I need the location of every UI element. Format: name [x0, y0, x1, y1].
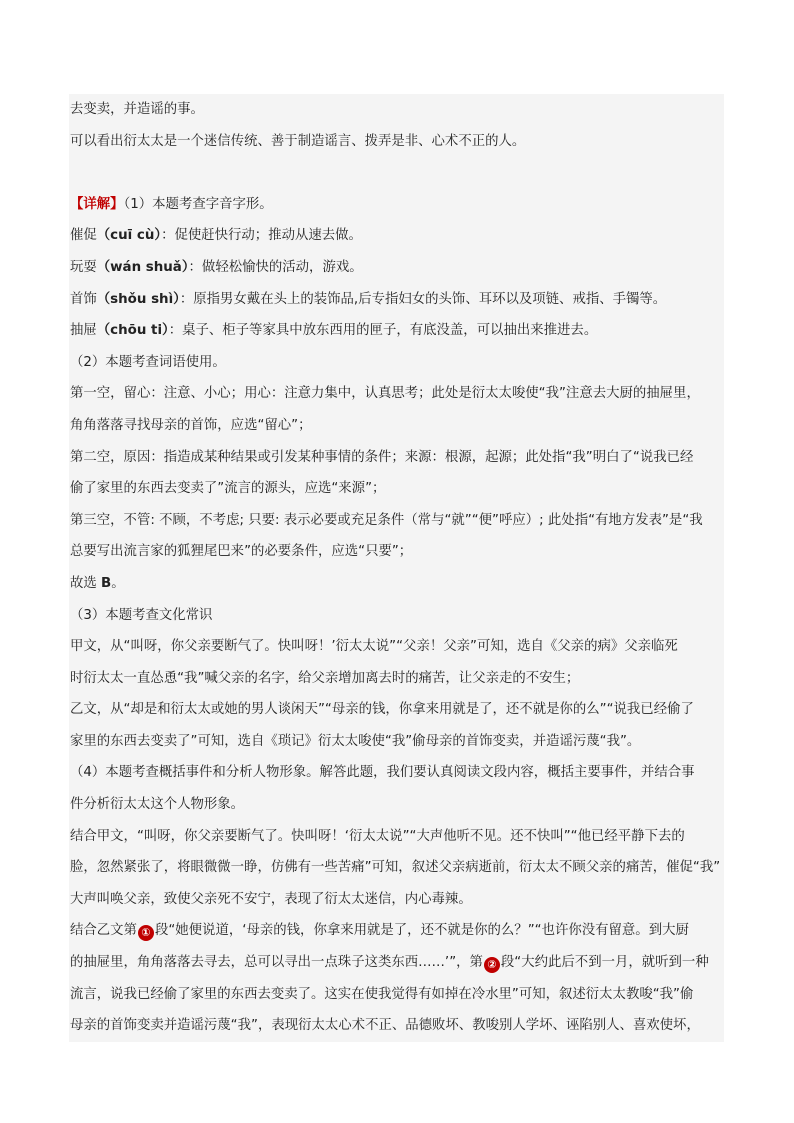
text-line: （2）本题考查词语使用。 [70, 354, 226, 370]
text-line: 甲文，从“叫呀，你父亲要断气了。快叫呀！’衍太太说”“父亲！父亲”可知，选自《父亲的病》父亲临死 [70, 639, 678, 655]
text-line: 第一空，留心：注意、小心；用心：注意力集中，认真思考；此处是衍太太唆使“我”注意去大厨的抽屉里， [70, 386, 700, 402]
text-line: （4）本题考查概括事件和分析人物形象。解答此题，我们要认真阅读文段内容，概括主要事件，并结合事 [70, 765, 695, 781]
text-line: 时衍太太一直怂恿“我”喊父亲的名字，给父亲增加离去时的痛苦，让父亲走的不安生； [70, 670, 580, 686]
term-line: 抽屉（chōu ti）：桌子、柜子等家具中放东西用的匣子，有底没盖，可以抽出来推进去。 [70, 323, 598, 339]
text-line: 角角落落寻找母亲的首饰，应选“留心”； [70, 417, 312, 433]
text-line: 结合甲文，“叫呀，你父亲要断气了。快叫呀！‘衍太太说”“大声他听不见。还不快叫”“他已经平静下去的 [70, 828, 685, 844]
answer-line: 故选 B。 [70, 575, 125, 591]
term-line: 催促（cuī cù）：促使赶快行动；推动从速去做。 [70, 228, 362, 244]
text-line: 偷了家里的东西去变卖了”流言的源头，应选“来源”； [70, 481, 386, 497]
text-line: 大声叫唤父亲，致使父亲死不安宁，表现了衍太太迷信，内心毒辣。 [70, 891, 472, 907]
text-line: 去变卖，并造谣的事。 [70, 102, 204, 117]
term-line: 玩耍（wán shuǎ）：做轻松愉快的活动，游戏。 [70, 259, 363, 275]
text-line: 第三空，不管: 不顾，不考虑; 只要: 表示必要或充足条件（常与“就”“便”呼应）; 此处指“有地方发表”是“我 [70, 512, 703, 528]
text-line: （3）本题考查文化常识 [70, 607, 213, 623]
answer-explanation-block [69, 94, 724, 1042]
text-line: 流言，说我已经偷了家里的东西去变卖了。这实在使我觉得有如掉在冷水里”可知，叙述衍太太教唆“我”偷 [70, 986, 694, 1002]
text-line: 脸，忽然紧张了，将眼微微一睁，仿佛有一些苦痛”可知，叙述父亲病逝前，衍太太不顾父亲的痛苦，催促“我” [70, 860, 721, 876]
text-line: 第二空，原因：指造成某种结果或引发某种事情的条件；来源：根源，起源；此处指“我”明白了“说我已经 [70, 449, 694, 465]
text-line: 家里的东西去变卖了”可知，选自《琐记》衍太太唆使“我”偷母亲的首饰变卖，并造谣污蔑“我”。 [70, 733, 641, 749]
detail-heading-line: 【详解】（1）本题考查字音字形。 [70, 196, 273, 212]
text-line: 乙文，从“却是和衍太太或她的男人谈闲天”“母亲的钱，你拿来用就是了，还不就是你的么”“说我已经偷了 [70, 702, 694, 718]
text-line: 可以看出衍太太是一个迷信传统、善于制造谣言、拨弄是非、心术不正的人。 [70, 133, 526, 149]
term-line: 首饰（shǒu shì）：原指男女戴在头上的装饰品,后专指妇女的头饰、耳环以及项链、戒指、手镯等。 [70, 291, 667, 307]
detail-tag: 【详解】 [70, 196, 124, 212]
text-line: 的抽屉里，角角落落去寻去，总可以寻出一点珠子这类东西……’”，第 ② 段“大约此后不到一月，就听到一种 [70, 955, 709, 972]
paragraph-marker-1: ① [138, 925, 154, 941]
text-line: 母亲的首饰变卖并造谣污蔑“我”，表现衍太太心术不正、品德败坏、教唆别人学坏、诬陷别人、喜欢使坏， [70, 1018, 700, 1034]
blank-line [69, 157, 724, 189]
text-line: 件分析衍太太这个人物形象。 [70, 797, 245, 813]
text-line: 结合乙文第 ① 段“她便说道，‘母亲的钱，你拿来用就是了，还不就是你的么？”“也许你没有留意。到大厨 [70, 923, 689, 940]
text-line: 总要写出流言家的狐狸尾巴来”的必要条件，应选“只要”； [70, 544, 413, 560]
paragraph-marker-2: ② [484, 957, 500, 973]
answer-letter: B [101, 575, 112, 591]
